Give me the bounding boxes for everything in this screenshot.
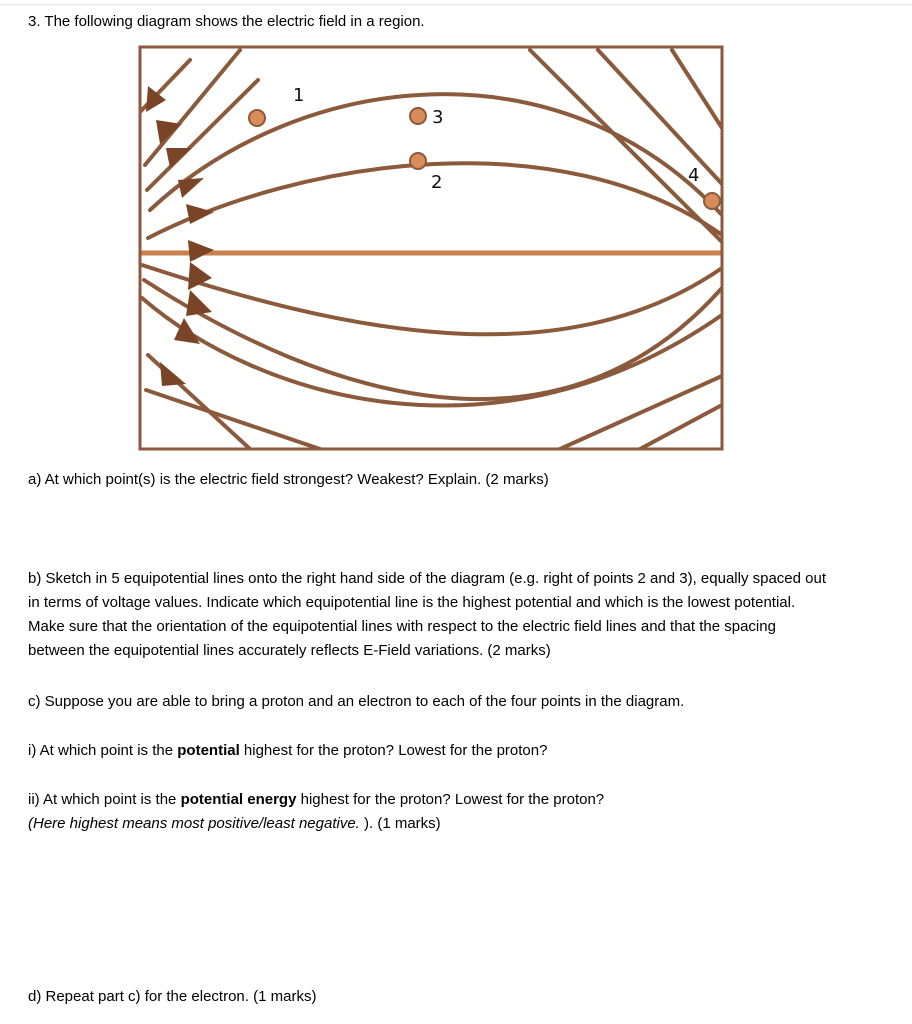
- part-c-ii-bold: potential energy: [180, 791, 297, 808]
- field-line: [640, 405, 722, 449]
- field-line: [560, 376, 722, 449]
- point-3-marker: [410, 108, 426, 124]
- field-line: [145, 50, 240, 165]
- part-c-ii-pre: ii) At which point is the: [28, 791, 181, 808]
- part-c-ii-note: (Here highest means most positive/least negative.: [28, 815, 360, 832]
- arrow-icon: [174, 318, 200, 344]
- part-c-text: c) Suppose you are able to bring a proton and an electron to each of the four points in the diagram.: [28, 693, 685, 710]
- point-4-label: 4: [688, 165, 700, 186]
- electric-field-diagram: [0, 0, 912, 470]
- part-b-line-1: b) Sketch in 5 equipotential lines onto the right hand side of the diagram (e.g. right of points 2 and 3), equally spaced out: [28, 570, 827, 587]
- point-3-label: 3: [432, 107, 444, 128]
- question-title: 3. The following diagram shows the electric field in a region.: [28, 13, 425, 30]
- field-line: [144, 280, 722, 399]
- part-a-text: a) At which point(s) is the electric field strongest? Weakest? Explain. (2 marks): [28, 471, 549, 488]
- part-b: [28, 567, 898, 663]
- part-d-text: d) Repeat part c) for the electron. (1 marks): [28, 988, 317, 1005]
- field-line: [598, 50, 722, 184]
- part-c-i-bold: potential: [177, 742, 240, 759]
- field-line: [146, 390, 320, 449]
- point-2-marker: [410, 153, 426, 169]
- point-4-marker: [704, 193, 720, 209]
- field-line: [142, 298, 722, 406]
- point-1-marker: [249, 110, 265, 126]
- arrow-icon: [160, 362, 186, 386]
- arrow-icon: [186, 290, 212, 316]
- part-c-ii: [28, 788, 898, 836]
- part-c-ii-post: highest for the proton? Lowest for the proton?: [296, 791, 605, 808]
- part-b-line-2: in terms of voltage values. Indicate which equipotential line is the highest potential and which is the lowest potential.: [28, 594, 796, 611]
- part-c-i-post: highest for the proton? Lowest for the proton?: [239, 742, 548, 759]
- part-c-i-pre: i) At which point is the: [28, 742, 178, 759]
- field-line: [672, 50, 722, 128]
- arrow-icon: [186, 204, 214, 224]
- arrow-icon: [188, 240, 214, 262]
- part-c-i: [28, 739, 898, 763]
- arrow-icon: [178, 178, 204, 198]
- part-d: [28, 985, 898, 1009]
- part-b-line-4: between the equipotential lines accurately reflects E-Field variations. (2 marks): [28, 642, 551, 659]
- part-c-ii-marks: ). (1 marks): [359, 815, 441, 832]
- point-2-label: 2: [431, 172, 443, 193]
- point-1-label: 1: [293, 85, 305, 106]
- arrow-icon: [156, 120, 182, 144]
- part-b-line-3: Make sure that the orientation of the equipotential lines with respect to the electric field lines and that the spacing: [28, 618, 776, 635]
- field-line: [142, 265, 722, 334]
- part-a: [28, 468, 898, 492]
- field-lines: [140, 50, 722, 449]
- arrow-icon: [166, 148, 192, 168]
- part-c: [28, 690, 898, 714]
- diagram-frame: [140, 47, 722, 449]
